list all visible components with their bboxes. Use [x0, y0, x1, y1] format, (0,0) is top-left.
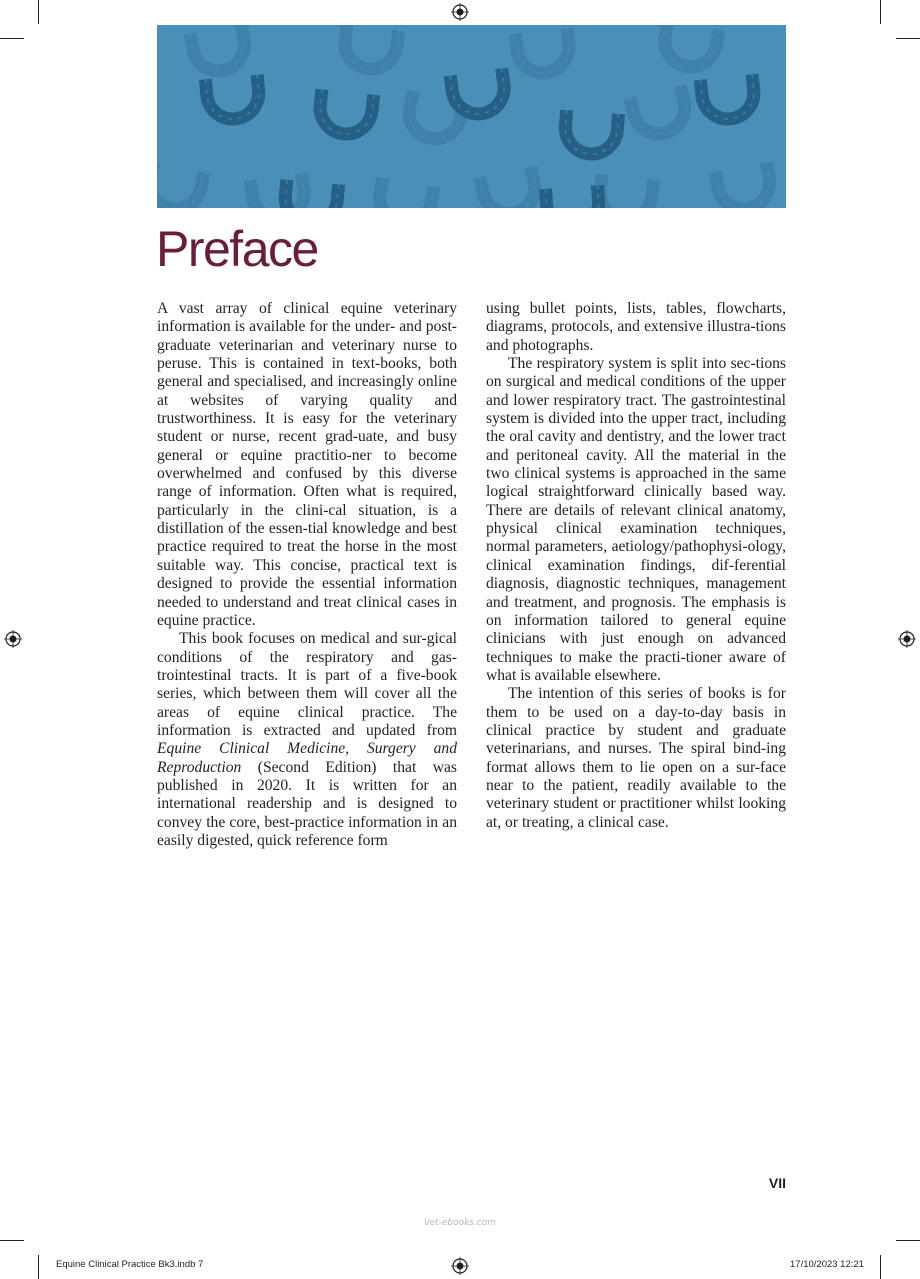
crop-mark — [0, 1240, 24, 1241]
crop-mark — [896, 38, 920, 39]
book-title-italic: Equine Clinical Medicine, Surgery and Reproduction — [157, 740, 457, 776]
crop-mark — [38, 1255, 39, 1279]
header-banner — [157, 25, 786, 208]
paragraph: The respiratory system is split into sec-tions on surgical and medical conditions of the upper and lower respiratory tract. The gastrointestinal system is divided into the upper tract, including the oral cavity and dentistry, and the lower tract and peritoneal cavity. All the material in the two clinical systems is approached in the same logical straightforward clinically based way. There are details of relevant clinical anatomy, physical clinical examination techniques, normal parameters, aetiology/pathophysi-ology, clinical examination findings, dif-ferential diagnosis, diagnostic techniques, management and treatment, and prognosis. The emphasis is on information tailored to general equine clinicians with just enough on advanced techniques to make the practi-tioner aware of what is available elsewhere. — [486, 355, 786, 684]
paragraph: using bullet points, lists, tables, flowcharts, diagrams, protocols, and extensive illustra-tions and photographs. — [486, 300, 786, 354]
crop-mark — [896, 1240, 920, 1241]
page-title: Preface — [156, 221, 318, 277]
registration-mark-icon — [451, 1257, 469, 1275]
crop-mark — [880, 0, 881, 24]
horseshoe-pattern-icon — [157, 25, 786, 208]
crop-mark — [0, 38, 24, 39]
crop-mark — [38, 0, 39, 24]
registration-mark-icon — [898, 630, 916, 648]
paragraph: This book focuses on medical and sur-gical conditions of the respiratory and gas-trointestinal tracts. It is part of a five-book series, which between them will cover all the areas of equine clinical practice. The information is extracted and updated from Equine Clinical Medicine, Surgery and Reproduction (Second Edition) that was published in 2020. It is written for an international readership and is designed to convey the core, best-practice information in an easily digested, quick reference form — [157, 630, 457, 849]
page-number: VII — [768, 1175, 786, 1191]
paragraph: The intention of this series of books is for them to be used on a day-to-day basis in clinical practice by student and graduate veterinarians, and nurses. The spiral bind-ing format allows them to lie open on a sur-face near to the patient, readily available to the veterinary student or practitioner whilst looking at, or treating, a clinical case. — [486, 685, 786, 831]
crop-mark — [880, 1255, 881, 1279]
registration-mark-icon — [4, 630, 22, 648]
text-column-left — [157, 300, 457, 850]
paragraph: A vast array of clinical equine veterinary information is available for the under- and post-graduate veterinarian and veterinary nurse to peruse. This is contained in text-books, both general and specialised, and increasingly online at websites of varying quality and trustworthiness. It is easy for the veterinary student or nurse, recent grad-uate, and busy general or equine practitio-ner to become overwhelmed and confused by this diverse range of information. Often what is required, particularly in the clini-cal situation, is a distillation of the essen-tial knowledge and best practice required to treat the horse in the most suitable way. This concise, practical text is designed to provide the essential information needed to understand and treat clinical cases in equine practice. — [157, 300, 457, 629]
watermark: Vet-ebooks.com — [423, 1218, 497, 1228]
slug-file-name: Equine Clinical Practice Bk3.indb 7 — [56, 1259, 204, 1270]
registration-mark-icon — [451, 3, 469, 21]
text-column-right — [486, 300, 786, 832]
slug-datetime: 17/10/2023 12:21 — [790, 1259, 864, 1270]
